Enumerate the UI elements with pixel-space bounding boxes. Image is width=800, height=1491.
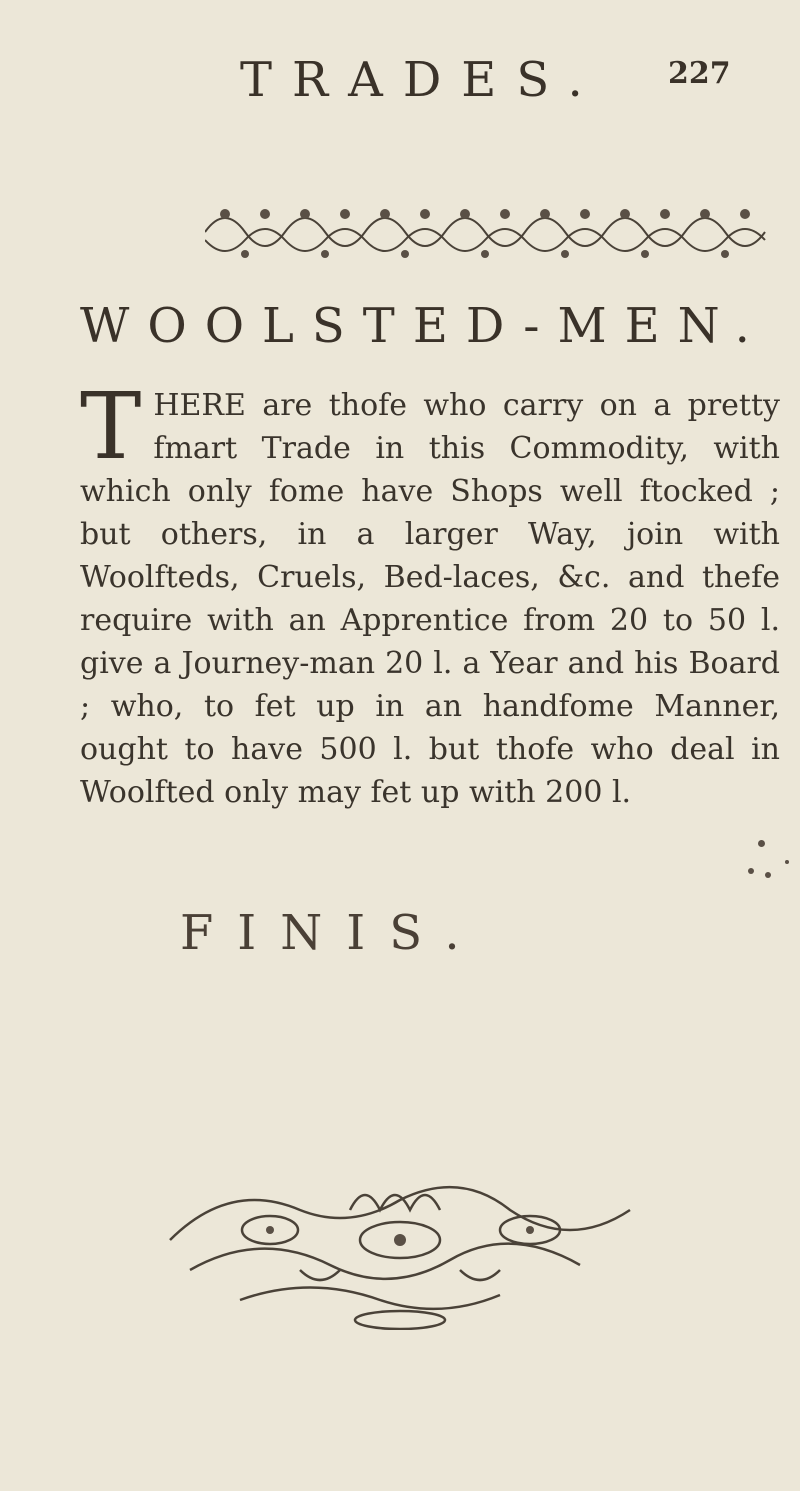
ink-speck [765, 872, 771, 878]
running-head: TRADES. [240, 52, 603, 108]
finis-title: FINIS. [180, 905, 484, 961]
page-number: 227 [668, 56, 731, 91]
body-text [80, 373, 780, 814]
leafy-tailpiece-ornament-icon [150, 1170, 655, 1330]
page-header [0, 52, 800, 112]
ink-speck [748, 868, 754, 874]
body-paragraph: HERE are thofe who carry on a pretty fmart Trade in this Commodity, with which only fome have Shops well ftocked ; but others, in a larger Way, join with Woolfteds, Cruels, Bed-laces, &c. and thefe require with an Apprentice from 20 to 50 l. give a Journey-man 20 l. a Year and his Board ; who, to fet up in an handfome Manner, ought to have 500 l. but thofe who deal in Woolfted only may fet up with 200 l. [80, 388, 780, 810]
ink-speck [758, 840, 765, 847]
ink-speck [785, 860, 789, 864]
drop-cap: T [80, 373, 142, 480]
section-title-woolsted-men: WOOLSTED-MEN. [80, 298, 768, 354]
floral-band-ornament-icon [205, 200, 770, 264]
